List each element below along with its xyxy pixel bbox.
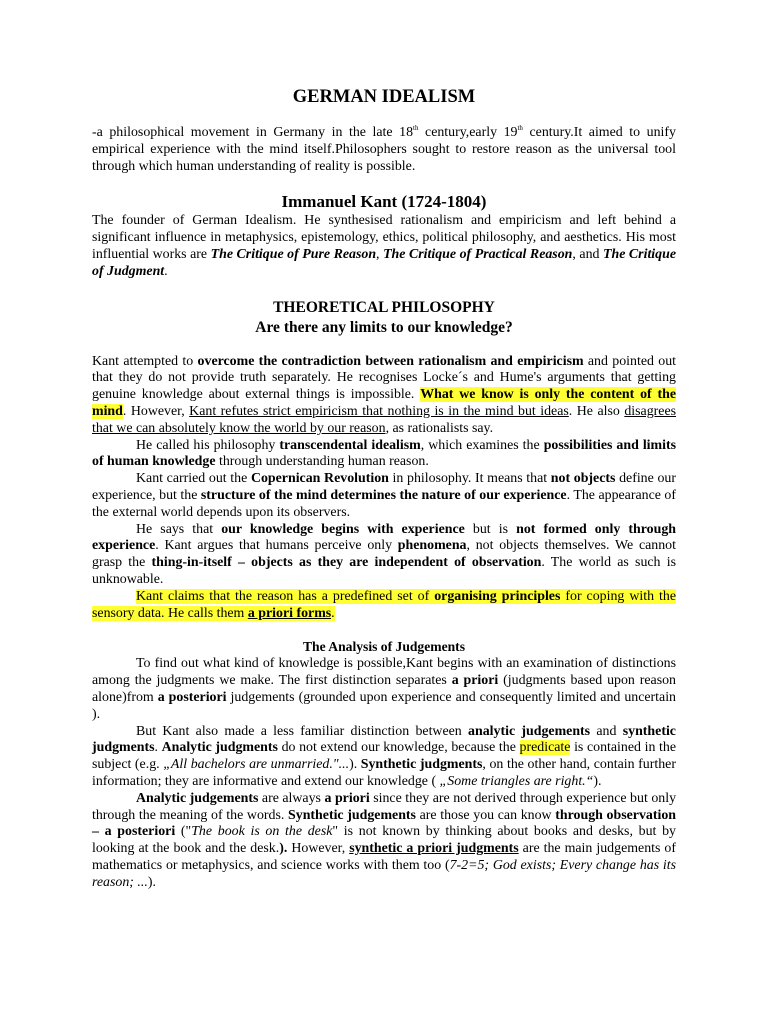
text: Kant attempted to <box>92 353 198 369</box>
document-title: GERMAN IDEALISM <box>292 87 476 107</box>
bold-text: Analytic judgments <box>161 740 278 756</box>
text: , on the other hand, contain further information; they are informative and extend our knowledge ( <box>92 757 676 789</box>
text: . However, <box>122 403 190 419</box>
theory-paragraph-2 <box>92 438 676 472</box>
text: . He also <box>568 403 625 419</box>
intro-text-1: -a philosophical movement in Germany in the late 18 <box>92 125 414 140</box>
text: " is not known by thinking about books and desks, but by looking at the book and the desk. <box>92 824 676 857</box>
intro-text-3: century.It aimed to unify empirical experience with the mind itself.Philosophers sought to restore reason as the universal tool through which human understanding of reality is possible. <box>92 125 676 174</box>
italic-text: The book is on the desk <box>191 824 333 840</box>
text: ). <box>349 757 361 773</box>
bold-text: not formed only through experience <box>92 521 676 554</box>
text: ). <box>593 773 602 789</box>
judgement-paragraph-2 <box>92 724 676 791</box>
theory-paragraph-4 <box>92 522 676 589</box>
highlighted-text: predicate <box>519 740 571 756</box>
text: However, <box>291 841 350 857</box>
work-title: The Critique of Pure Reason <box>210 246 377 262</box>
underlined-text: synthetic a priori judgments <box>349 841 519 857</box>
bold-text: Copernican Revolution <box>250 471 389 487</box>
highlighted-text: organising principles <box>434 588 561 604</box>
underlined-text: Kant refutes strict empiricism that nothing is in the mind but ideas <box>189 403 569 419</box>
text: since they are not derived through experience but only through the meaning of the words. <box>92 790 677 823</box>
text: (" <box>175 824 192 840</box>
intro-paragraph <box>92 125 676 175</box>
superscript-th: th <box>517 124 523 132</box>
text: , as rationalists say. <box>385 420 494 436</box>
bold-text: possibilities and limits of human knowledge <box>92 437 676 470</box>
kant-paragraph <box>92 213 676 280</box>
underlined-text: disagrees that we can absolutely know the world by our reason <box>92 403 677 436</box>
separator: , <box>376 246 384 262</box>
italic-text: „All bachelors are unmarried."... <box>163 757 350 773</box>
separator: , and <box>572 246 603 262</box>
text: To find out what kind of knowledge is possible,Kant begins with an examination of distinctions among the judgments we make. The first distinction separates <box>92 656 676 689</box>
text: Kant carried out the <box>136 471 251 487</box>
text: in philosophy. It means that <box>388 471 551 487</box>
work-title: The Critique of Judgment <box>92 246 676 279</box>
bold-text: ). <box>279 841 292 857</box>
bold-text: our knowledge begins with experience <box>221 521 465 537</box>
bold-text: through observation – a posteriori <box>92 807 676 840</box>
text: . The appearance of the external world depends upon its observers. <box>92 487 676 520</box>
kant-text: The founder of German Idealism. He synthesised rationalism and empiricism and left behind a significant influence in metaphysics, epistemology, ethics, political philosophy, and aesthetics. His most influential works are <box>92 213 676 262</box>
text: , not objects themselves. We cannot grasp the <box>92 538 676 571</box>
text: and <box>590 723 623 739</box>
text: judgements (grounded upon experience and consequently limited and uncertain ). <box>92 689 677 722</box>
text: is contained in the subject (e.g. <box>92 740 676 773</box>
text: But Kant also made a less familiar distinction between <box>136 723 469 739</box>
bold-text: a posteriori <box>157 689 227 705</box>
text: and pointed out that they do not provide truth separately. He recognises Locke´s and Hume's arguments that getting genuine knowledge about external things is impossible. <box>92 353 677 403</box>
bold-text: a priori <box>451 673 499 689</box>
text: , which examines the <box>420 437 544 453</box>
text: do not extend our knowledge, because the <box>277 740 520 756</box>
highlighted-text: . <box>331 605 335 621</box>
bold-text: Analytic judgements <box>136 790 259 806</box>
theory-paragraph-1 <box>92 354 676 438</box>
highlighted-text: What we know is only the content of the mind <box>92 387 676 419</box>
text: . Kant argues that humans perceive only <box>155 538 398 554</box>
subsection-heading: The Analysis of Judgements <box>302 639 466 655</box>
kant-heading: Immanuel Kant (1724-1804) <box>281 192 487 212</box>
text: . <box>154 740 162 756</box>
bold-text: transcendental idealism <box>279 437 421 453</box>
italic-text: 7-2=5; God exists; Every change has its reason; ... <box>92 857 677 890</box>
highlighted-text: Kant claims that the reason has a predefined set of <box>136 588 435 604</box>
theory-paragraph-5 <box>92 589 676 623</box>
text: ). <box>147 874 156 890</box>
intro-text-2: century,early 19 <box>418 125 518 140</box>
work-title: The Critique of Practical Reason <box>383 246 573 262</box>
section-heading: THEORETICAL PHILOSOPHY <box>273 298 495 316</box>
text: He called his philosophy <box>136 437 280 453</box>
bold-text: synthetic judgments <box>92 723 676 756</box>
text: He says that <box>136 521 222 537</box>
bold-text: not objects <box>550 471 616 487</box>
text: but is <box>464 521 517 537</box>
highlighted-text: for coping with the sensory data. He calls them <box>92 588 676 621</box>
bold-text: Synthetic judgements <box>288 807 416 823</box>
superscript-th: th <box>413 124 419 132</box>
highlighted-text: a priori forms <box>247 605 332 621</box>
bold-text: structure of the mind determines the nature of our experience <box>200 487 567 503</box>
section-subheading: Are there any limits to our knowledge? <box>255 318 513 336</box>
text: through understanding human reason. <box>215 454 429 470</box>
text: are always <box>258 790 325 806</box>
bold-text: overcome the contradiction between rationalism and empiricism <box>197 353 584 369</box>
bold-text: a priori <box>324 790 370 806</box>
text: are the main judgements of mathematics or metaphysics, and science works with them too ( <box>92 841 676 873</box>
judgement-paragraph-1 <box>92 656 676 723</box>
text: are those you can know <box>415 807 556 823</box>
text: . The world as such is unknowable. <box>92 555 676 587</box>
theory-paragraph-3 <box>92 471 676 521</box>
text: (judgments based upon reason alone)from <box>92 673 676 705</box>
text: define our experience, but the <box>92 471 676 503</box>
bold-text: Synthetic judgments <box>360 757 483 773</box>
separator: . <box>164 263 168 279</box>
bold-text: phenomena <box>397 538 467 554</box>
bold-text: analytic judgements <box>468 723 591 739</box>
italic-text: „Some triangles are right.“ <box>439 773 594 789</box>
bold-text: thing-in-itself – objects as they are independent of observation <box>151 555 542 571</box>
judgement-paragraph-3 <box>92 791 676 892</box>
